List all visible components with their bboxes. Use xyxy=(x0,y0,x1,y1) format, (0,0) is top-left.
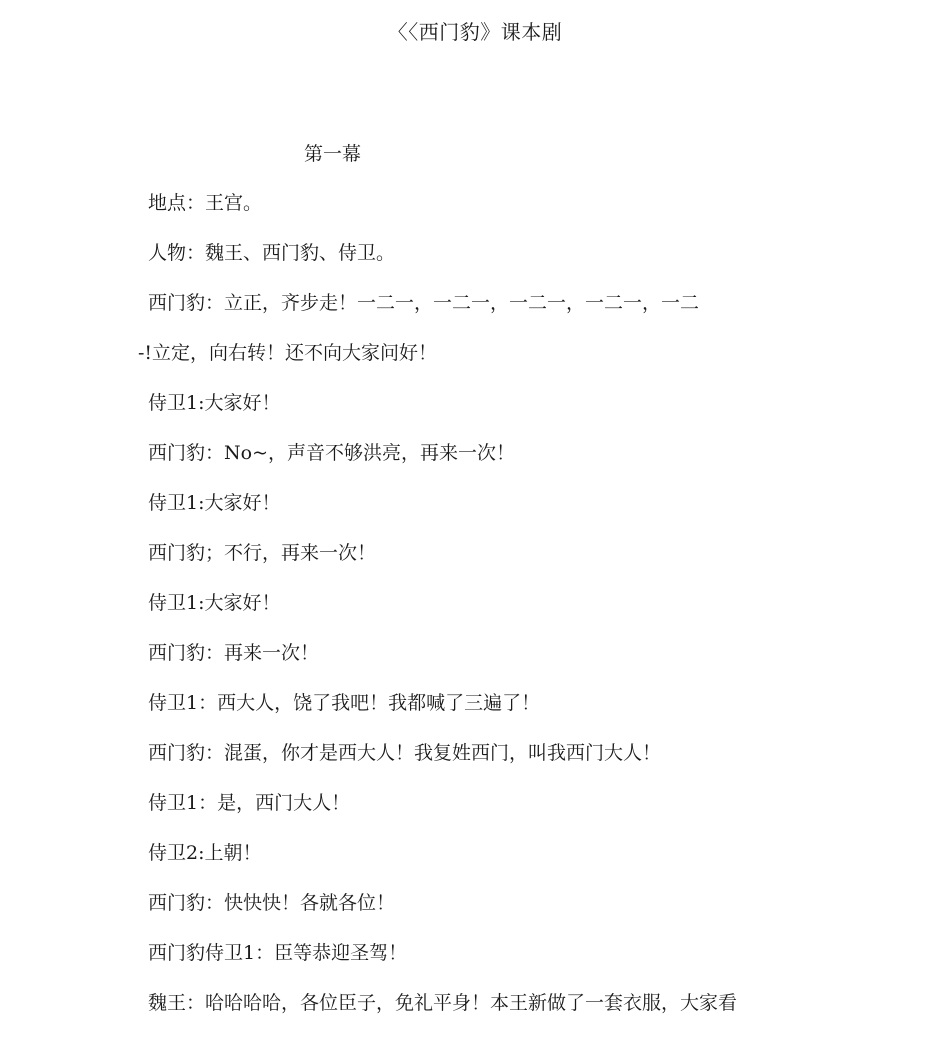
script-line: 侍卫1:大家好！ xyxy=(148,492,281,514)
script-line: 西门豹：混蛋，你才是西大人！我复姓西门，叫我西门大人！ xyxy=(148,742,662,764)
script-line-characters: 人物：魏王、西门豹、侍卫。 xyxy=(148,242,396,264)
script-line: 侍卫1：西大人，饶了我吧！我都喊了三遍了！ xyxy=(148,692,541,714)
script-line: 西门豹侍卫1：臣等恭迎圣驾！ xyxy=(148,942,408,964)
script-line: 侍卫1:大家好！ xyxy=(148,592,281,614)
script-line: 魏王：哈哈哈哈，各位臣子，免礼平身！本王新做了一套衣服，大家看 xyxy=(148,992,738,1014)
script-line: 西门豹：再来一次！ xyxy=(148,642,320,664)
script-line: 侍卫1：是，西门大人！ xyxy=(148,792,351,814)
script-line: 西门豹：快快快！各就各位！ xyxy=(148,892,396,914)
script-line-location: 地点：王宫。 xyxy=(148,192,263,214)
document-title: 〈〈西门豹》课本剧 xyxy=(387,20,563,44)
script-line: 侍卫1:大家好！ xyxy=(148,392,281,414)
script-line-continuation: -!立定，向右转！还不向大家问好！ xyxy=(138,342,438,364)
script-line: 西门豹：No~，声音不够洪亮，再来一次！ xyxy=(148,442,515,464)
script-line: 西门豹；不行，再来一次！ xyxy=(148,542,377,564)
act-heading: 第一幕 xyxy=(304,143,362,165)
script-line: 西门豹：立正，齐步走！一二一，一二一，一二一，一二一，一二 xyxy=(148,292,700,314)
script-line: 侍卫2:上朝！ xyxy=(148,842,262,864)
